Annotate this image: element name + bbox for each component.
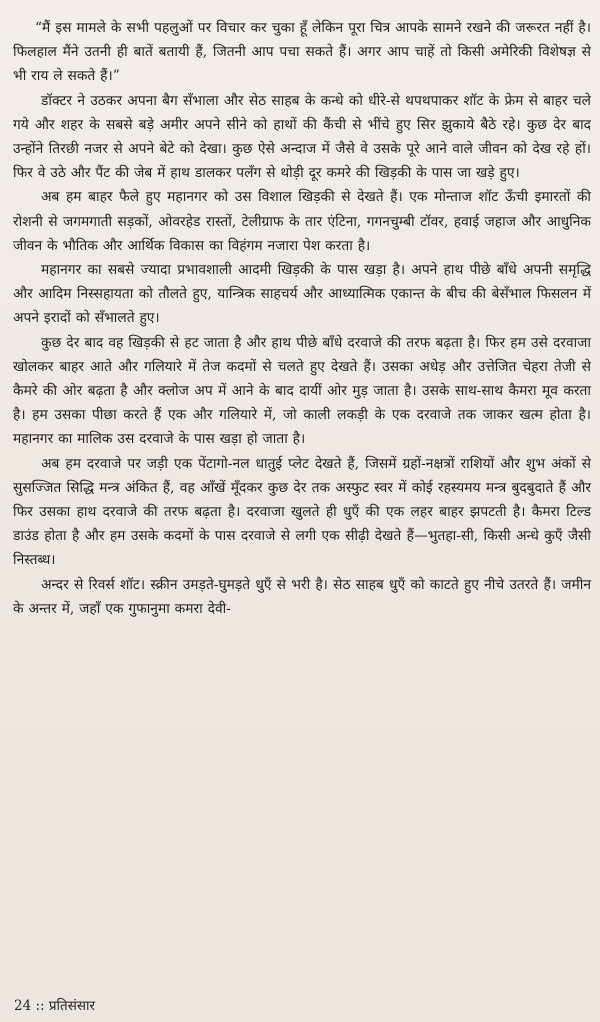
paragraph-7: अन्दर से रिवर्स शॉट। स्क्रीन उमड़ते-घुमड़ते धुएँ से भरी है। सेठ साहब धुएँ को काटते हुए नीचे उतरते हैं। जमीन के अन्तर में, जहाँ एक गुफानुमा कमरा देवी- bbox=[13, 576, 591, 617]
paragraph-3: अब हम बाहर फैले हुए महानगर को उस विशाल खिड़की से देखते हैं। एक मोन्ताज शॉट ऊँची इमारतों की रोशनी से जगमगाती सड़कों, ओवरहेड रास्तों, टेलीग्राफ के तार एंटिना, गगनचुम्बी टॉवर, हवाई जहाज और आधुनिक जीवन के भौतिक और आर्थिक विकास का विहंगम नजारा पेश करता है। bbox=[13, 189, 591, 254]
paragraph-4: महानगर का सबसे ज्यादा प्रभावशाली आदमी खिड़की के पास खड़ा है। अपने हाथ पीछे बाँधे अपनी समृद्धि और आदिम निस्सहायता को तौलते हुए, यान्त्रिक साहचर्य और आध्यात्मिक एकान्त के बीच की बेसँभाल फिसलन में अपने इरादों को सँभालते हुए। bbox=[13, 262, 591, 327]
paragraph-1: “मैं इस मामले के सभी पहलुओं पर विचार कर चुका हूँ लेकिन पूरा चित्र आपके सामने रखने की जरूरत नहीं है। फिलहाल मैंने उतनी ही बातें बतायी हैं, जितनी आप पचा सकते हैं। अगर आप चाहें तो किसी अमेरिकी विशेषज्ञ से भी राय ले सकते हैं।” bbox=[13, 20, 591, 85]
page-footer: 24 :: प्रतिसंसार bbox=[14, 998, 96, 1014]
paragraph-2: डॉक्टर ने उठकर अपना बैग सँभाला और सेठ साहब के कन्धे को धीरे-से थपथपाकर शॉट के फ्रेम से बाहर चले गये और शहर के सबसे बड़े अमीर अपने सीने को हाथों की कैंची से भींचे हुए सिर झुकाये बैठे रहे। कुछ देर बाद उन्होंने तिरछी नजर से अपने बेटे को देखा। कुछ ऐसे अन्दाज में जैसे वे उसके पूरे आने वाले जीवन को देख रहे हों। फिर वे उठे और पैंट की जेब में हाथ डालकर पलँग से थोड़ी दूर कमरे की खिड़की के पास जा खड़े हुए। bbox=[13, 92, 591, 182]
body-text bbox=[13, 16, 591, 621]
paragraph-5: कुछ देर बाद वह खिड़की से हट जाता है और हाथ पीछे बाँधे दरवाजे की तरफ बढ़ता है। फिर हम उसे दरवाजा खोलकर बाहर आते और गलियारे में तेज कदमों से चलते हुए देखते हैं। उसका अधेड़ और उत्तेजित चेहरा तेजी से कैमरे की ओर बढ़ता है और क्लोज अप में आने के बाद दायीं ओर मुड़ जाता है। उसके साथ-साथ कैमरा मूव करता है। हम उसका पीछा करते हैं एक और गलियारे में, जो काली लकड़ी के एक दरवाजे तक जाकर खत्म होता है। महानगर का मालिक उस दरवाजे के पास खड़ा हो जाता है। bbox=[13, 334, 591, 448]
paragraph-6: अब हम दरवाजे पर जड़ी एक पेंटागो-नल धातुई प्लेट देखते हैं, जिसमें ग्रहों-नक्षत्रों राशियों और शुभ अंकों से सुसज्जित सिद्धि मन्त्र अंकित हैं, वह आँखें मूँदकर कुछ देर तक अस्फुट स्वर में कोई रहस्यमय मन्त्र बुदबुदाते हैं और फिर उसका हाथ दरवाजे की तरफ बढ़ता है। दरवाजा खुलते ही धुएँ की एक लहर बाहर झपटती है। कैमरा टिल्ड डाउंड होता है और हम उसके कदमों के पास दरवाजे से लगी एक सीढ़ी देखते हैं—भुतहा-सी, किसी अन्धे कुएँ जैसी निस्तब्ध। bbox=[13, 455, 591, 569]
